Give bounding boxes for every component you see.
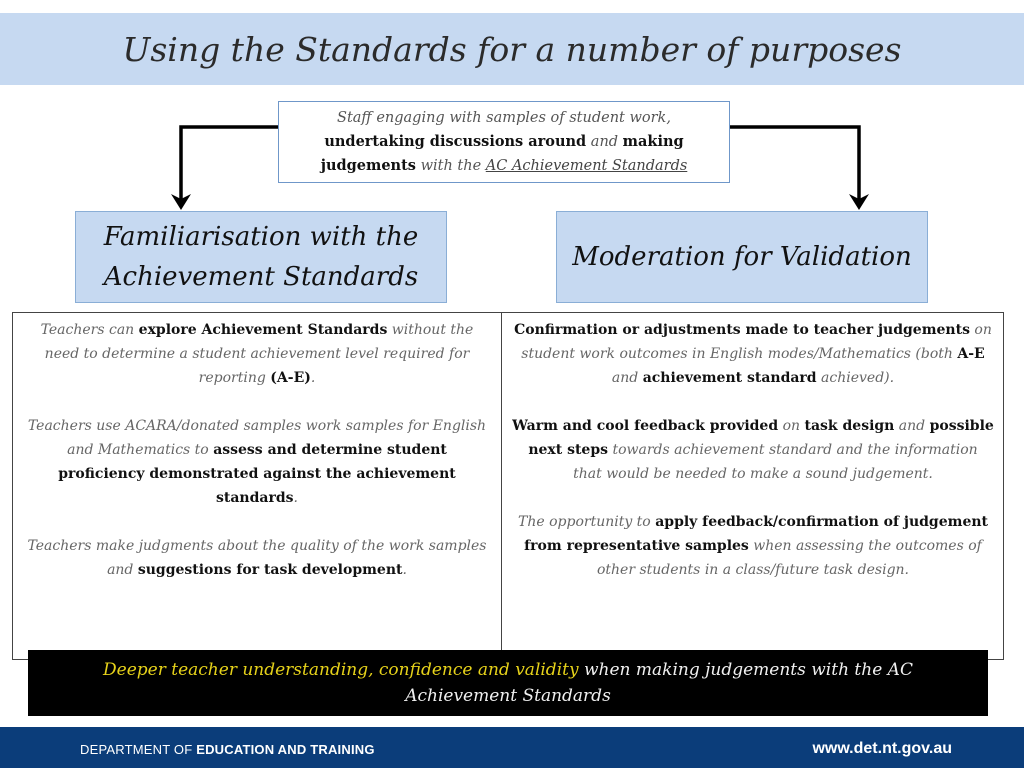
left-p1-bold-2: (A-E) bbox=[270, 370, 311, 386]
left-p1-bold-1: explore Achievement Standards bbox=[138, 322, 388, 338]
page-title: Using the Standards for a number of purposes bbox=[122, 29, 902, 69]
left-p3-text-2: . bbox=[402, 562, 407, 578]
left-paragraph-2 bbox=[22, 414, 492, 510]
right-p3-text-1: The opportunity to bbox=[518, 514, 656, 530]
left-p3-bold-1: suggestions for task development bbox=[137, 562, 403, 578]
left-paragraph-1 bbox=[22, 318, 492, 390]
intro-bold-1: undertaking discussions around bbox=[324, 132, 587, 150]
summary-banner bbox=[28, 650, 988, 716]
banner-highlight: Deeper teacher understanding, confidence and validity bbox=[103, 660, 579, 680]
left-p2-text-2: . bbox=[293, 490, 298, 506]
intro-text-1: Staff engaging with samples of student work, bbox=[337, 109, 671, 126]
intro-bold-2: making judgements bbox=[320, 132, 684, 174]
right-p3-text-2: when assessing the outcomes of other students in a class/future task design. bbox=[596, 538, 982, 578]
footer-bar bbox=[0, 727, 1024, 768]
intro-underlined: AC Achievement Standards bbox=[485, 157, 688, 174]
familiarisation-heading-text: Familiarisation with the Achievement Standards bbox=[103, 222, 419, 292]
right-p2-text-1: on bbox=[778, 418, 805, 434]
right-p1-bold-3: achievement standard bbox=[642, 370, 817, 386]
left-p1-text-2: without the need to determine a student achievement level required for reporting bbox=[44, 322, 474, 386]
website-link[interactable]: www.det.nt.gov.au bbox=[812, 740, 952, 757]
left-arrow-line bbox=[181, 127, 278, 200]
right-p1-text-1: on student work outcomes in English modes/Mathematics (both bbox=[521, 322, 992, 362]
column-divider bbox=[501, 312, 502, 660]
right-p2-bold-2: task design bbox=[804, 418, 895, 434]
left-p1-text-1: Teachers can bbox=[40, 322, 139, 338]
moderation-heading-text: Moderation for Validation bbox=[572, 242, 912, 272]
right-paragraph-2 bbox=[512, 414, 994, 486]
left-p3-text-1: Teachers make judgments about the quality of the work samples and bbox=[27, 538, 487, 578]
right-p1-bold-2: A-E bbox=[957, 346, 985, 362]
left-p2-text-1: Teachers use ACARA/donated samples work samples for English and Mathematics to bbox=[27, 418, 487, 458]
right-p2-bold-3: possible next steps bbox=[528, 418, 994, 458]
familiarisation-heading bbox=[75, 211, 447, 303]
moderation-heading bbox=[556, 211, 928, 303]
intro-text-3: with the bbox=[415, 157, 486, 174]
right-p1-bold-1: Confirmation or adjustments made to teacher judgements bbox=[514, 322, 970, 338]
right-p1-text-3: achieved). bbox=[816, 370, 895, 386]
intro-box bbox=[278, 101, 730, 183]
right-p2-text-3: towards achievement standard and the information that would be needed to make a sound judgement. bbox=[573, 442, 978, 482]
intro-text-2: and bbox=[586, 133, 623, 150]
right-p2-text-2: and bbox=[894, 418, 930, 434]
department-prefix: DEPARTMENT OF bbox=[80, 742, 197, 757]
left-p1-text-3: . bbox=[310, 370, 316, 386]
moderation-column bbox=[508, 318, 998, 606]
banner-rest: when making judgements with the AC Achievement Standards bbox=[405, 660, 913, 706]
right-arrow-line bbox=[730, 127, 859, 200]
right-p2-bold-1: Warm and cool feedback provided bbox=[512, 418, 779, 434]
left-p2-bold-1: assess and determine student proficiency demonstrated against the achievement standards bbox=[58, 442, 456, 506]
right-paragraph-3 bbox=[512, 510, 994, 582]
familiarisation-column bbox=[18, 318, 496, 606]
banner-text bbox=[58, 657, 958, 709]
right-paragraph-1 bbox=[512, 318, 994, 390]
intro-text bbox=[289, 107, 719, 178]
right-p1-text-2: and bbox=[611, 370, 643, 386]
left-paragraph-3 bbox=[22, 534, 492, 582]
department-strong: EDUCATION AND TRAINING bbox=[196, 742, 375, 757]
right-p3-bold-1: apply feedback/confirmation of judgement from representative samples bbox=[524, 514, 988, 554]
department-name bbox=[80, 742, 375, 757]
